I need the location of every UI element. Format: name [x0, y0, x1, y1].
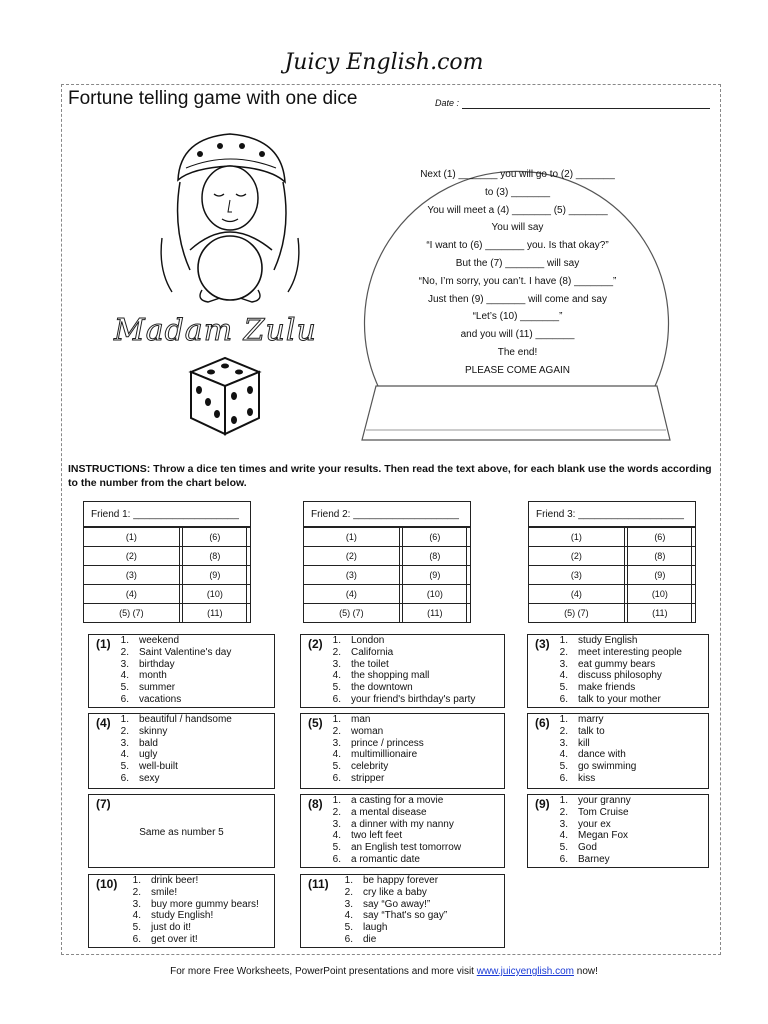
option-item: 1. study English [559, 635, 638, 646]
cell-label: (11) [628, 604, 692, 623]
story-line: PLEASE COME AGAIN [464, 364, 571, 376]
story-line: and you will (11) _______ [460, 329, 575, 341]
option-item: 5. well-built [120, 761, 178, 773]
cell-label: (8) [183, 547, 247, 566]
option-item: 6. Barney [559, 853, 610, 865]
cell-label: (3) [529, 566, 625, 585]
story-line: to (3) _______ [484, 186, 551, 198]
cell-label: (11) [183, 604, 247, 623]
fortune-story [395, 166, 640, 380]
option-item: 5. God [559, 842, 597, 854]
option-list [548, 635, 682, 706]
option-item: 4. two left feet [332, 830, 403, 842]
cell-label: (8) [628, 547, 692, 566]
cell-label: (1) [84, 528, 180, 547]
option-item: 1. weekend [120, 635, 180, 646]
option-item: 4. dance with [559, 749, 626, 761]
date-label: Date : [435, 98, 460, 108]
cell-label: (6) [403, 528, 467, 547]
option-item: 5. make friends [559, 682, 636, 694]
friend-2-name[interactable]: Friend 2: ___________________ [303, 501, 471, 527]
option-item: 2. talk to [559, 725, 605, 737]
cell-label: (10) [403, 585, 467, 604]
option-list [548, 714, 636, 785]
option-box-4 [88, 713, 275, 789]
result-cell[interactable] [247, 585, 251, 604]
result-cell[interactable] [247, 528, 251, 547]
option-item: 5. an English test tomorrow [332, 842, 462, 854]
cell-label: (5) (7) [84, 604, 180, 623]
result-cell[interactable] [247, 547, 251, 566]
option-item: 6. kiss [559, 772, 596, 784]
story-line: Next (1) _______ you will go to (2) _______ [420, 169, 615, 180]
result-cell[interactable] [467, 604, 471, 623]
option-item: 1. man [332, 714, 371, 725]
option-box-6 [527, 713, 709, 789]
option-item: 3. the toilet [332, 658, 389, 670]
result-cell[interactable] [467, 547, 471, 566]
story-line: You will say [491, 222, 544, 234]
option-box-label: (8) [308, 797, 323, 811]
option-box-label: (5) [308, 716, 323, 730]
option-list [548, 795, 631, 866]
option-item: 1. marry [559, 714, 604, 725]
result-cell[interactable] [467, 528, 471, 547]
option-item: 6. die [344, 933, 377, 945]
option-item: 6. talk to your mother [559, 693, 661, 705]
cell-label: (4) [304, 585, 400, 604]
option-list [321, 635, 475, 706]
option-box-label: (3) [535, 637, 550, 651]
friend-1-name[interactable]: Friend 1: ___________________ [83, 501, 251, 527]
option-box-label: (4) [96, 716, 111, 730]
instructions: INSTRUCTIONS: Throw a dice ten times and write your results. Then read the text above, for each blank use the words according to the number from the chart below. [68, 463, 712, 489]
result-cell[interactable] [467, 585, 471, 604]
option-item: 4. month [120, 670, 167, 682]
cell-label: (9) [183, 566, 247, 585]
cell-label: (5) (7) [304, 604, 400, 623]
option-item: 2. Tom Cruise [559, 806, 629, 818]
option-box-label: (2) [308, 637, 323, 651]
option-item: 3. buy more gummy bears! [132, 898, 259, 910]
option-item: 2. woman [332, 725, 384, 737]
option-box-label: (10) [96, 877, 118, 891]
result-cell[interactable] [692, 585, 696, 604]
option-box-label: (9) [535, 797, 550, 811]
option-item: 6. get over it! [132, 933, 198, 945]
option-list [109, 714, 232, 785]
story-line: “No, I’m sorry, you can’t. I have (8) _______” [418, 275, 617, 287]
option-item: 3. eat gummy bears [559, 658, 656, 670]
footer-text-end: now! [573, 966, 598, 977]
cell-label: (6) [183, 528, 247, 547]
option-item: 4. discuss philosophy [559, 670, 662, 682]
friend-1-table [83, 501, 251, 623]
cell-label: (10) [183, 585, 247, 604]
option-box-3 [527, 634, 709, 708]
result-cell[interactable] [692, 528, 696, 547]
cell-label: (8) [403, 547, 467, 566]
result-cell[interactable] [247, 566, 251, 585]
footer [0, 966, 768, 977]
option-item: 5. laugh [344, 922, 388, 934]
option-item: 2. California [332, 646, 394, 658]
option-box-7 [88, 794, 275, 868]
cell-label: (1) [304, 528, 400, 547]
option-item: 1. your granny [559, 795, 631, 806]
option-item: 6. sexy [120, 772, 160, 784]
option-item: 4. the shopping mall [332, 670, 430, 682]
option-item: 4. Megan Fox [559, 830, 629, 842]
option-item: 5. the downtown [332, 682, 413, 694]
madam-zulu-logo: Madam Zulu [114, 313, 317, 348]
option-item: 6. a romantic date [332, 853, 420, 865]
option-item: 2. Saint Valentine's day [120, 646, 232, 658]
option-list [333, 875, 447, 946]
option-item: 5. celebrity [332, 761, 389, 773]
friend-3-table [528, 501, 696, 623]
option-box-9 [527, 794, 709, 868]
option-item: 2. meet interesting people [559, 646, 682, 658]
option-list [321, 795, 461, 866]
option-item: 5. go swimming [559, 761, 637, 773]
result-cell[interactable] [692, 604, 696, 623]
result-cell[interactable] [692, 566, 696, 585]
story-line: But the (7) _______ will say [455, 257, 580, 269]
option-list [121, 875, 259, 946]
result-cell[interactable] [247, 604, 251, 623]
story-line: “I want to (6) _______ you. Is that okay?” [426, 240, 609, 252]
option-item: 3. your ex [559, 818, 611, 830]
option-item: 6. vacations [120, 693, 182, 705]
option-item: 3. say “Go away!” [344, 898, 431, 910]
cell-label: (4) [84, 585, 180, 604]
option-box-1 [88, 634, 275, 708]
cell-label: (10) [628, 585, 692, 604]
story-line: You will meet a (4) _______ (5) _______ [427, 204, 608, 216]
option-item: 2. cry like a baby [344, 886, 427, 898]
cell-label: (3) [84, 566, 180, 585]
cell-label: (4) [529, 585, 625, 604]
date-line[interactable] [462, 108, 710, 109]
cell-label: (1) [529, 528, 625, 547]
cell-label: (9) [403, 566, 467, 585]
option-list [109, 635, 231, 706]
fortune-teller-illustration [150, 120, 310, 305]
option-box-10 [88, 874, 275, 948]
option-item: 3. kill [559, 737, 590, 749]
option-box-label: (11) [308, 877, 329, 891]
cell-label: (2) [84, 547, 180, 566]
story-line: The end! [497, 346, 538, 358]
option-item: 3. birthday [120, 658, 175, 670]
result-cell[interactable] [692, 547, 696, 566]
option-list [321, 714, 424, 785]
worksheet-title: Fortune telling game with one dice [68, 88, 358, 109]
option-item: 1. be happy forever [344, 875, 439, 886]
option-item: 2. smile! [132, 886, 178, 898]
option-box-8 [300, 794, 505, 868]
option-box-label: (6) [535, 716, 550, 730]
option-item: 1. London [332, 635, 385, 646]
story-line: “Let’s (10) _______” [472, 311, 563, 323]
option-item: 4. study English! [132, 910, 214, 922]
option-item: 1. drink beer! [132, 875, 199, 886]
site-title: Juicy English.com [284, 50, 484, 75]
option-item: 6. stripper [332, 772, 385, 784]
option-item: 2. skinny [120, 725, 168, 737]
cell-label: (11) [403, 604, 467, 623]
cell-label: (6) [628, 528, 692, 547]
option-item: 3. bald [120, 737, 158, 749]
option-item: 5. summer [120, 682, 176, 694]
story-line: Just then (9) _______ will come and say [428, 293, 607, 305]
result-cell[interactable] [467, 566, 471, 585]
cell-label: (3) [304, 566, 400, 585]
option-box-label: (1) [96, 637, 111, 651]
option-item: 4. ugly [120, 749, 158, 761]
friend-3-name[interactable]: Friend 3: ___________________ [528, 501, 696, 527]
option-box-11 [300, 874, 505, 948]
same-as-text: Same as number 5 [139, 827, 224, 838]
option-item: 1. beautiful / handsome [120, 714, 232, 725]
cell-label: (2) [304, 547, 400, 566]
footer-text: For more Free Worksheets, PowerPoint presentations and more visit [170, 966, 477, 977]
option-item: 3. prince / princess [332, 737, 424, 749]
option-item: 4. say “That's so gay” [344, 910, 448, 922]
option-item: 2. a mental disease [332, 806, 427, 818]
cell-label: (9) [628, 566, 692, 585]
option-item: 4. multimillionaire [332, 749, 418, 761]
cell-label: (5) (7) [529, 604, 625, 623]
option-box-label: (7) [96, 797, 111, 811]
option-box-5 [300, 713, 505, 789]
option-item: 5. just do it! [132, 922, 192, 934]
option-item: 3. a dinner with my nanny [332, 818, 454, 830]
dice-icon [185, 350, 265, 442]
footer-link[interactable]: www.juicyenglish.com [476, 966, 574, 977]
friend-2-table [303, 501, 471, 623]
cell-label: (2) [529, 547, 625, 566]
option-item: 6. your friend's birthday's party [332, 693, 476, 705]
option-box-2 [300, 634, 505, 708]
option-item: 1. a casting for a movie [332, 795, 444, 806]
